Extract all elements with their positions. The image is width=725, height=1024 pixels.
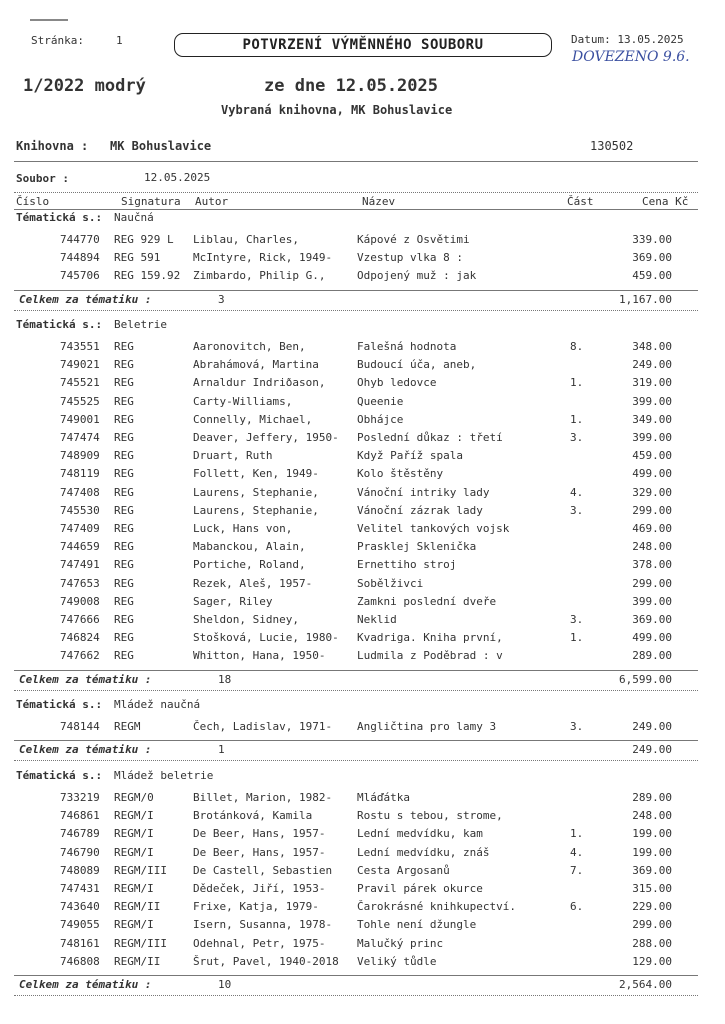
cell-price: 249.00 xyxy=(632,358,672,372)
cell-title: Poslední důkaz : třetí xyxy=(357,431,503,444)
section-total-row xyxy=(0,673,725,691)
table-row xyxy=(0,376,725,394)
cell-id: 749021 xyxy=(60,358,100,372)
cell-sig: REG xyxy=(114,449,134,463)
cell-author: Carty-Williams, xyxy=(193,394,293,408)
table-row xyxy=(0,846,725,864)
cell-price: 469.00 xyxy=(632,522,672,535)
cell-title: Rostu s tebou, strome, xyxy=(357,809,503,823)
cell-id: 746789 xyxy=(60,827,100,841)
cell-author: Šrut, Pavel, 1940-2018 xyxy=(193,954,339,968)
col-author-header: Autor xyxy=(195,195,229,208)
divider xyxy=(14,192,698,193)
table-row xyxy=(0,269,725,287)
cell-id: 747653 xyxy=(60,576,100,590)
cell-title: Malučký princ xyxy=(357,936,444,950)
cell-id: 733219 xyxy=(60,791,100,804)
cell-price: 315.00 xyxy=(632,882,672,895)
cell-sig: REG xyxy=(114,376,134,390)
cell-sig: REG xyxy=(114,649,134,663)
cell-sig: REG xyxy=(114,503,134,517)
table-row xyxy=(0,720,725,738)
divider xyxy=(14,690,698,691)
cell-id: 747474 xyxy=(60,431,100,444)
cell-author: De Beer, Hans, 1957- xyxy=(193,845,326,859)
cell-author: Aaronovitch, Ben, xyxy=(193,340,306,353)
cell-price: 369.00 xyxy=(632,251,672,265)
cell-title: Kvadriga. Kniha první, xyxy=(357,631,503,645)
cell-price: 399.00 xyxy=(632,594,672,608)
cell-part: 7. xyxy=(570,863,584,877)
library-name: MK Bohuslavice xyxy=(110,139,212,153)
cell-author: Zimbardo, Philip G., xyxy=(193,269,326,283)
cell-id: 748119 xyxy=(60,467,100,481)
cell-id: 743640 xyxy=(60,900,100,914)
cell-author: Billet, Marion, 1982- xyxy=(193,791,333,804)
cell-price: 299.00 xyxy=(632,503,672,517)
cell-id: 747666 xyxy=(60,613,100,626)
cell-sig: REGM/I xyxy=(114,827,154,841)
total-label: Celkem za tématiku : xyxy=(19,978,152,991)
divider xyxy=(14,975,698,976)
total-price: 6,599.00 xyxy=(619,672,672,686)
section-label: Tématická s.: xyxy=(16,318,103,331)
cell-author: Druart, Ruth xyxy=(193,449,273,463)
total-count: 3 xyxy=(218,292,225,306)
cell-price: 288.00 xyxy=(632,936,672,950)
cell-title: Angličtina pro lamy 3 xyxy=(357,720,497,733)
table-row xyxy=(0,631,725,649)
cell-author: De Beer, Hans, 1957- xyxy=(193,827,326,841)
cell-author: De Castell, Sebastien xyxy=(193,863,333,877)
cell-id: 749008 xyxy=(60,594,100,608)
table-row xyxy=(0,595,725,613)
cell-price: 199.00 xyxy=(632,827,672,841)
cell-price: 459.00 xyxy=(632,449,672,463)
cell-author: Isern, Susanna, 1978- xyxy=(193,918,333,932)
cell-part: 3. xyxy=(570,431,584,444)
cell-title: Lední medvídku, kam xyxy=(357,827,483,841)
cell-price: 299.00 xyxy=(632,918,672,932)
cell-author: Frixe, Katja, 1979- xyxy=(193,900,319,914)
table-row xyxy=(0,900,725,918)
cell-title: Cesta Argosanů xyxy=(357,863,450,877)
cell-title: Prasklej Sklenička xyxy=(357,540,477,554)
cell-title: Kápové z Osvětimi xyxy=(357,233,470,246)
section-label: Tématická s.: xyxy=(16,698,103,711)
col-title-header: Název xyxy=(362,195,396,208)
cell-author: Stošková, Lucie, 1980- xyxy=(193,631,339,645)
cell-title: Sobělživci xyxy=(357,576,424,590)
total-label: Celkem za tématiku : xyxy=(19,743,152,757)
table-row xyxy=(0,955,725,973)
cell-id: 745521 xyxy=(60,376,100,390)
cell-sig: REGM/I xyxy=(114,882,154,895)
section-header xyxy=(0,698,725,716)
page-number: 1 xyxy=(116,34,123,47)
batch-date: ze dne 12.05.2025 xyxy=(264,76,438,96)
section-name: Naučná xyxy=(114,211,154,224)
total-count: 18 xyxy=(218,672,232,686)
cell-sig: REGM/I xyxy=(114,809,154,823)
col-part-header: Část xyxy=(567,195,594,208)
cell-id: 747431 xyxy=(60,882,100,895)
cell-price: 369.00 xyxy=(632,613,672,626)
library-label: Knihovna : xyxy=(16,139,89,153)
cell-sig: REG 159.92 xyxy=(114,269,181,283)
divider xyxy=(14,209,698,210)
table-row xyxy=(0,504,725,522)
cell-part: 8. xyxy=(570,340,584,353)
cell-sig: REG xyxy=(114,431,134,444)
table-row xyxy=(0,413,725,431)
cell-sig: REG xyxy=(114,558,134,572)
pen-mark xyxy=(30,19,68,21)
cell-id: 748161 xyxy=(60,936,100,950)
cell-price: 399.00 xyxy=(632,431,672,444)
col-signature-header: Signatura xyxy=(121,195,181,208)
cell-price: 229.00 xyxy=(632,900,672,914)
cell-id: 746808 xyxy=(60,954,100,968)
cell-author: Mabanckou, Alain, xyxy=(193,540,306,554)
library-code: 130502 xyxy=(590,139,634,153)
cell-id: 745530 xyxy=(60,503,100,517)
divider xyxy=(14,161,698,162)
cell-part: 6. xyxy=(570,900,584,914)
table-row xyxy=(0,558,725,576)
table-row xyxy=(0,827,725,845)
cell-sig: REGM/0 xyxy=(114,791,154,804)
cell-title: Veliký tůdle xyxy=(357,954,437,968)
cell-price: 459.00 xyxy=(632,269,672,283)
page-label: Stránka: xyxy=(31,34,84,47)
table-row xyxy=(0,358,725,376)
section-label: Tématická s.: xyxy=(16,211,103,224)
cell-author: Arnaldur Indriðason, xyxy=(193,376,326,390)
cell-title: Budoucí úča, aneb, xyxy=(357,358,477,372)
cell-title: Vánoční intriky lady xyxy=(357,485,490,499)
cell-id: 748144 xyxy=(60,720,100,733)
table-row xyxy=(0,233,725,251)
cell-author: Connelly, Michael, xyxy=(193,412,313,426)
cell-id: 747491 xyxy=(60,558,100,572)
cell-price: 299.00 xyxy=(632,576,672,590)
cell-id: 744770 xyxy=(60,233,100,246)
cell-id: 749055 xyxy=(60,918,100,932)
cell-sig: REG xyxy=(114,631,134,645)
cell-id: 748909 xyxy=(60,449,100,463)
cell-title: Zamkni poslední dveře xyxy=(357,594,497,608)
cell-price: 339.00 xyxy=(632,233,672,246)
table-row xyxy=(0,791,725,809)
table-row xyxy=(0,340,725,358)
cell-price: 349.00 xyxy=(632,412,672,426)
cell-title: Velitel tankových vojsk xyxy=(357,522,510,535)
cell-title: Mláďátka xyxy=(357,791,410,804)
print-date: Datum: 13.05.2025 xyxy=(571,33,684,46)
cell-id: 745706 xyxy=(60,269,100,283)
cell-part: 1. xyxy=(570,412,584,426)
total-price: 2,564.00 xyxy=(619,978,672,991)
cell-id: 746861 xyxy=(60,809,100,823)
divider xyxy=(14,740,698,741)
table-row xyxy=(0,522,725,540)
cell-id: 748089 xyxy=(60,863,100,877)
col-id-header: Číslo xyxy=(16,195,50,208)
cell-price: 248.00 xyxy=(632,809,672,823)
cell-part: 4. xyxy=(570,845,584,859)
cell-sig: REGM/II xyxy=(114,900,161,914)
cell-author: Odehnal, Petr, 1975- xyxy=(193,936,326,950)
cell-sig: REGM/I xyxy=(114,918,154,932)
cell-id: 747409 xyxy=(60,522,100,535)
cell-id: 743551 xyxy=(60,340,100,353)
cell-part: 3. xyxy=(570,613,584,626)
divider xyxy=(14,670,698,671)
cell-price: 319.00 xyxy=(632,376,672,390)
cell-id: 746824 xyxy=(60,631,100,645)
cell-id: 744894 xyxy=(60,251,100,265)
cell-sig: REG xyxy=(114,412,134,426)
cell-price: 369.00 xyxy=(632,863,672,877)
cell-sig: REGM/III xyxy=(114,936,167,950)
cell-author: Sager, Riley xyxy=(193,594,273,608)
cell-price: 378.00 xyxy=(632,558,672,572)
section-name: Mládež naučná xyxy=(114,698,201,711)
cell-sig: REGM/III xyxy=(114,863,167,877)
cell-part: 1. xyxy=(570,631,584,645)
table-row xyxy=(0,449,725,467)
cell-author: Deaver, Jeffery, 1950- xyxy=(193,431,339,444)
cell-title: Lední medvídku, znáš xyxy=(357,845,490,859)
cell-sig: REG 929 L xyxy=(114,233,174,246)
cell-title: Queenie xyxy=(357,394,404,408)
section-header xyxy=(0,318,725,336)
cell-id: 749001 xyxy=(60,412,100,426)
cell-title: Ohyb ledovce xyxy=(357,376,437,390)
cell-sig: REGM/I xyxy=(114,845,154,859)
cell-price: 289.00 xyxy=(632,791,672,804)
cell-id: 745525 xyxy=(60,394,100,408)
cell-title: Kolo štěstěny xyxy=(357,467,444,481)
total-label: Celkem za tématiku : xyxy=(19,292,152,306)
cell-title: Tohle není džungle xyxy=(357,918,477,932)
cell-title: Čarokrásné knihkupectví. xyxy=(357,900,516,914)
cell-price: 399.00 xyxy=(632,394,672,408)
cell-sig: REG xyxy=(114,594,134,608)
section-total-row xyxy=(0,978,725,996)
cell-price: 289.00 xyxy=(632,649,672,663)
cell-price: 249.00 xyxy=(632,720,672,733)
divider xyxy=(14,290,698,291)
total-count: 10 xyxy=(218,978,232,991)
section-total-row xyxy=(0,743,725,761)
cell-part: 4. xyxy=(570,485,584,499)
cell-author: Čech, Ladislav, 1971- xyxy=(193,720,333,733)
cell-author: Whitton, Hana, 1950- xyxy=(193,649,326,663)
cell-author: Abrahámová, Martina xyxy=(193,358,319,372)
section-name: Beletrie xyxy=(114,318,167,331)
cell-price: 129.00 xyxy=(632,954,672,968)
cell-title: Ludmila z Poděbrad : v xyxy=(357,649,503,663)
cell-title: Pravil párek okurce xyxy=(357,882,483,895)
cell-id: 747408 xyxy=(60,485,100,499)
cell-sig: REG xyxy=(114,467,134,481)
total-label: Celkem za tématiku : xyxy=(19,672,152,686)
cell-title: Falešná hodnota xyxy=(357,340,457,353)
table-row xyxy=(0,937,725,955)
table-row xyxy=(0,395,725,413)
cell-price: 499.00 xyxy=(632,467,672,481)
cell-title: Obhájce xyxy=(357,412,404,426)
cell-id: 744659 xyxy=(60,540,100,554)
section-header xyxy=(0,769,725,787)
cell-sig: REG xyxy=(114,485,134,499)
cell-author: Liblau, Charles, xyxy=(193,233,299,246)
cell-part: 3. xyxy=(570,503,584,517)
table-row xyxy=(0,467,725,485)
cell-id: 746790 xyxy=(60,845,100,859)
col-price-header: Cena Kč xyxy=(642,195,689,208)
cell-author: Portiche, Roland, xyxy=(193,558,306,572)
cell-title: Ernettiho stroj xyxy=(357,558,457,572)
divider xyxy=(14,995,698,996)
cell-sig: REG xyxy=(114,340,134,353)
table-row xyxy=(0,918,725,936)
table-row xyxy=(0,613,725,631)
table-row xyxy=(0,577,725,595)
cell-author: Rezek, Aleš, 1957- xyxy=(193,576,313,590)
cell-sig: REGM xyxy=(114,720,141,733)
section-name: Mládež beletrie xyxy=(114,769,214,782)
cell-sig: REGM/II xyxy=(114,954,161,968)
table-row xyxy=(0,486,725,504)
table-row xyxy=(0,649,725,667)
cell-sig: REG xyxy=(114,576,134,590)
batch-label: 1/2022 modrý xyxy=(23,76,146,96)
cell-price: 499.00 xyxy=(632,631,672,645)
table-row xyxy=(0,864,725,882)
cell-sig: REG 591 xyxy=(114,251,161,265)
cell-title: Odpojený muž : jak xyxy=(357,269,477,283)
table-row xyxy=(0,431,725,449)
cell-price: 348.00 xyxy=(632,340,672,353)
total-price: 249.00 xyxy=(632,743,672,757)
table-row xyxy=(0,251,725,269)
file-label: Soubor : xyxy=(16,172,69,185)
cell-part: 3. xyxy=(570,720,584,733)
table-row xyxy=(0,809,725,827)
file-date: 12.05.2025 xyxy=(144,171,211,184)
cell-title: Když Paříž spala xyxy=(357,449,463,463)
divider xyxy=(14,310,698,311)
cell-id: 747662 xyxy=(60,649,100,663)
divider xyxy=(14,760,698,761)
section-label: Tématická s.: xyxy=(16,769,103,782)
cell-part: 1. xyxy=(570,376,584,390)
section-header xyxy=(0,211,725,229)
document-title: POTVRZENÍ VÝMĚNNÉHO SOUBORU xyxy=(174,33,552,57)
cell-author: Luck, Hans von, xyxy=(193,522,293,535)
handwritten-note: DOVEZENO 9.6. xyxy=(572,49,690,65)
total-count: 1 xyxy=(218,743,225,757)
cell-price: 248.00 xyxy=(632,540,672,554)
cell-sig: REG xyxy=(114,394,134,408)
cell-title: Neklid xyxy=(357,613,397,626)
cell-author: McIntyre, Rick, 1949- xyxy=(193,251,333,265)
cell-author: Sheldon, Sidney, xyxy=(193,613,299,626)
cell-author: Laurens, Stephanie, xyxy=(193,485,319,499)
cell-author: Dědeček, Jiří, 1953- xyxy=(193,882,326,895)
cell-title: Vánoční zázrak lady xyxy=(357,503,483,517)
cell-price: 199.00 xyxy=(632,845,672,859)
cell-sig: REG xyxy=(114,540,134,554)
cell-sig: REG xyxy=(114,358,134,372)
table-row xyxy=(0,540,725,558)
selected-library: Vybraná knihovna, MK Bohuslavice xyxy=(221,103,453,117)
cell-sig: REG xyxy=(114,613,134,626)
total-price: 1,167.00 xyxy=(619,292,672,306)
cell-price: 329.00 xyxy=(632,485,672,499)
cell-author: Laurens, Stephanie, xyxy=(193,503,319,517)
table-row xyxy=(0,882,725,900)
cell-title: Vzestup vlka 8 : xyxy=(357,251,463,265)
cell-sig: REG xyxy=(114,522,134,535)
cell-author: Follett, Ken, 1949- xyxy=(193,467,319,481)
cell-part: 1. xyxy=(570,827,584,841)
cell-author: Brotánková, Kamila xyxy=(193,809,313,823)
section-total-row xyxy=(0,293,725,311)
